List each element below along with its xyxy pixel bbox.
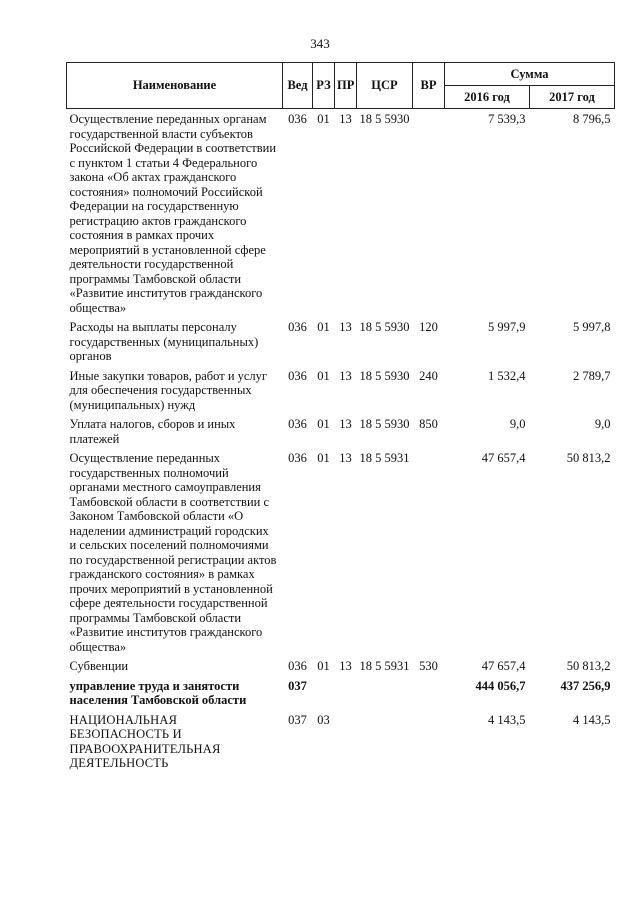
row-vr xyxy=(413,109,445,318)
row-sum-2017: 2 789,7 xyxy=(573,368,611,383)
row-sum-2016: 9,0 xyxy=(509,417,526,431)
row-rz: 01 xyxy=(317,451,330,465)
row-pr xyxy=(335,710,357,773)
row-sum-2016: 47 657,4 xyxy=(481,451,526,465)
row-rz: 03 xyxy=(317,712,330,727)
header-rz: РЗ xyxy=(313,63,335,109)
header-ved: Вед xyxy=(283,63,313,109)
row-sum-2017: 437 256,9 xyxy=(560,678,611,693)
row-sum-2017: 4 143,5 xyxy=(573,712,611,727)
table-row xyxy=(67,710,615,773)
table-body xyxy=(67,109,615,773)
row-ved: 036 xyxy=(288,368,307,383)
row-csr: 18 5 5931 xyxy=(359,451,410,465)
row-pr: 13 xyxy=(339,320,352,334)
row-rz: 01 xyxy=(317,368,330,383)
row-pr: 13 xyxy=(339,451,352,465)
row-rz: 01 xyxy=(317,320,330,334)
table-row xyxy=(67,109,615,318)
row-name: Субвенции xyxy=(69,659,129,673)
row-vr xyxy=(413,448,445,656)
row-csr xyxy=(357,710,413,773)
row-csr: 18 5 5930 xyxy=(359,368,410,383)
row-name: НАЦИОНАЛЬНАЯ БЕЗОПАСНОСТЬ И ПРАВООХРАНИТЕЛЬНАЯ ДЕЯТЕЛЬНОСТЬ xyxy=(69,712,221,770)
header-pr: ПР xyxy=(335,63,357,109)
row-sum-2016: 1 532,4 xyxy=(488,368,526,383)
row-sum-2016: 444 056,7 xyxy=(475,678,526,693)
row-ved: 036 xyxy=(288,417,307,431)
row-pr: 13 xyxy=(339,659,352,673)
row-name: Уплата налогов, сборов и иных платежей xyxy=(69,417,236,446)
row-sum-2016: 4 143,5 xyxy=(488,712,526,727)
row-rz: 01 xyxy=(317,112,330,126)
row-vr: 120 xyxy=(419,320,438,334)
row-sum-2016: 7 539,3 xyxy=(488,112,526,126)
row-pr: 13 xyxy=(339,368,352,383)
row-ved: 036 xyxy=(288,320,307,334)
row-vr: 530 xyxy=(419,659,438,673)
row-rz: 01 xyxy=(317,417,330,431)
row-vr xyxy=(413,710,445,773)
row-name: управление труда и занятости населения Тамбовской области xyxy=(69,678,247,707)
row-csr xyxy=(357,676,413,710)
table-header xyxy=(67,63,615,109)
row-csr: 18 5 5931 xyxy=(359,659,410,673)
row-csr: 18 5 5930 xyxy=(359,417,410,431)
row-vr: 850 xyxy=(419,417,438,431)
table-row xyxy=(67,656,615,676)
header-csr: ЦСР xyxy=(357,63,413,109)
row-name: Расходы на выплаты персоналу государственных (муниципальных) органов xyxy=(69,320,259,363)
table-row xyxy=(67,676,615,710)
row-sum-2017: 8 796,5 xyxy=(573,112,611,126)
row-rz xyxy=(313,676,335,710)
row-ved: 037 xyxy=(288,678,307,693)
row-sum-2016: 5 997,9 xyxy=(488,320,526,334)
row-sum-2017: 50 813,2 xyxy=(566,451,611,465)
row-sum-2017: 5 997,8 xyxy=(573,320,611,334)
table-row xyxy=(67,414,615,448)
row-rz: 01 xyxy=(317,659,330,673)
row-pr: 13 xyxy=(339,417,352,431)
row-name: Иные закупки товаров, работ и услуг для обеспечения государственных (муниципальных) нужд xyxy=(69,368,268,412)
row-name: Осуществление переданных органам государственной власти субъектов Российской Федерации в соответствии с пунктом 1 статьи 4 Федерального закона «Об актах гражданского состояния» полномочий Российской Федерации на государственную регистрацию актов гражданского состояния в рамках прочих мероприятий в установленной сфере деятельности государственной программы Тамбовской области «Развитие институтов гражданского общества» xyxy=(69,112,277,315)
row-vr: 240 xyxy=(419,368,438,383)
table-row xyxy=(67,448,615,656)
table-row xyxy=(67,366,615,415)
row-csr: 18 5 5930 xyxy=(359,112,410,126)
header-name: Наименование xyxy=(67,63,283,109)
header-vr: ВР xyxy=(413,63,445,109)
row-csr: 18 5 5930 xyxy=(359,320,410,334)
row-pr xyxy=(335,676,357,710)
row-sum-2016: 47 657,4 xyxy=(481,659,526,673)
row-sum-2017: 9,0 xyxy=(594,417,611,431)
row-ved: 036 xyxy=(288,451,307,465)
row-ved: 037 xyxy=(288,712,307,727)
row-sum-2017: 50 813,2 xyxy=(566,659,611,673)
budget-table xyxy=(66,62,615,773)
header-year-2017: 2017 год xyxy=(530,86,615,109)
row-ved: 036 xyxy=(288,659,307,673)
row-vr xyxy=(413,676,445,710)
row-pr: 13 xyxy=(339,112,352,126)
row-name: Осуществление переданных государственных полномочий органами местного самоуправления Тамбовской области в соответствии с Законом Тамбовской области «О наделении администраций городских и сельских поселений полномочиями по государственной регистрации актов гражданского состояния» в рамках прочих мероприятий в установленной сфере деятельности государственной программы Тамбовской области «Развитие институтов гражданского общества» xyxy=(69,451,277,654)
row-ved: 036 xyxy=(288,112,307,126)
table-row xyxy=(67,317,615,366)
page-number: 343 xyxy=(310,36,330,51)
header-sum: Сумма xyxy=(445,63,615,86)
header-year-2016: 2016 год xyxy=(445,86,530,109)
